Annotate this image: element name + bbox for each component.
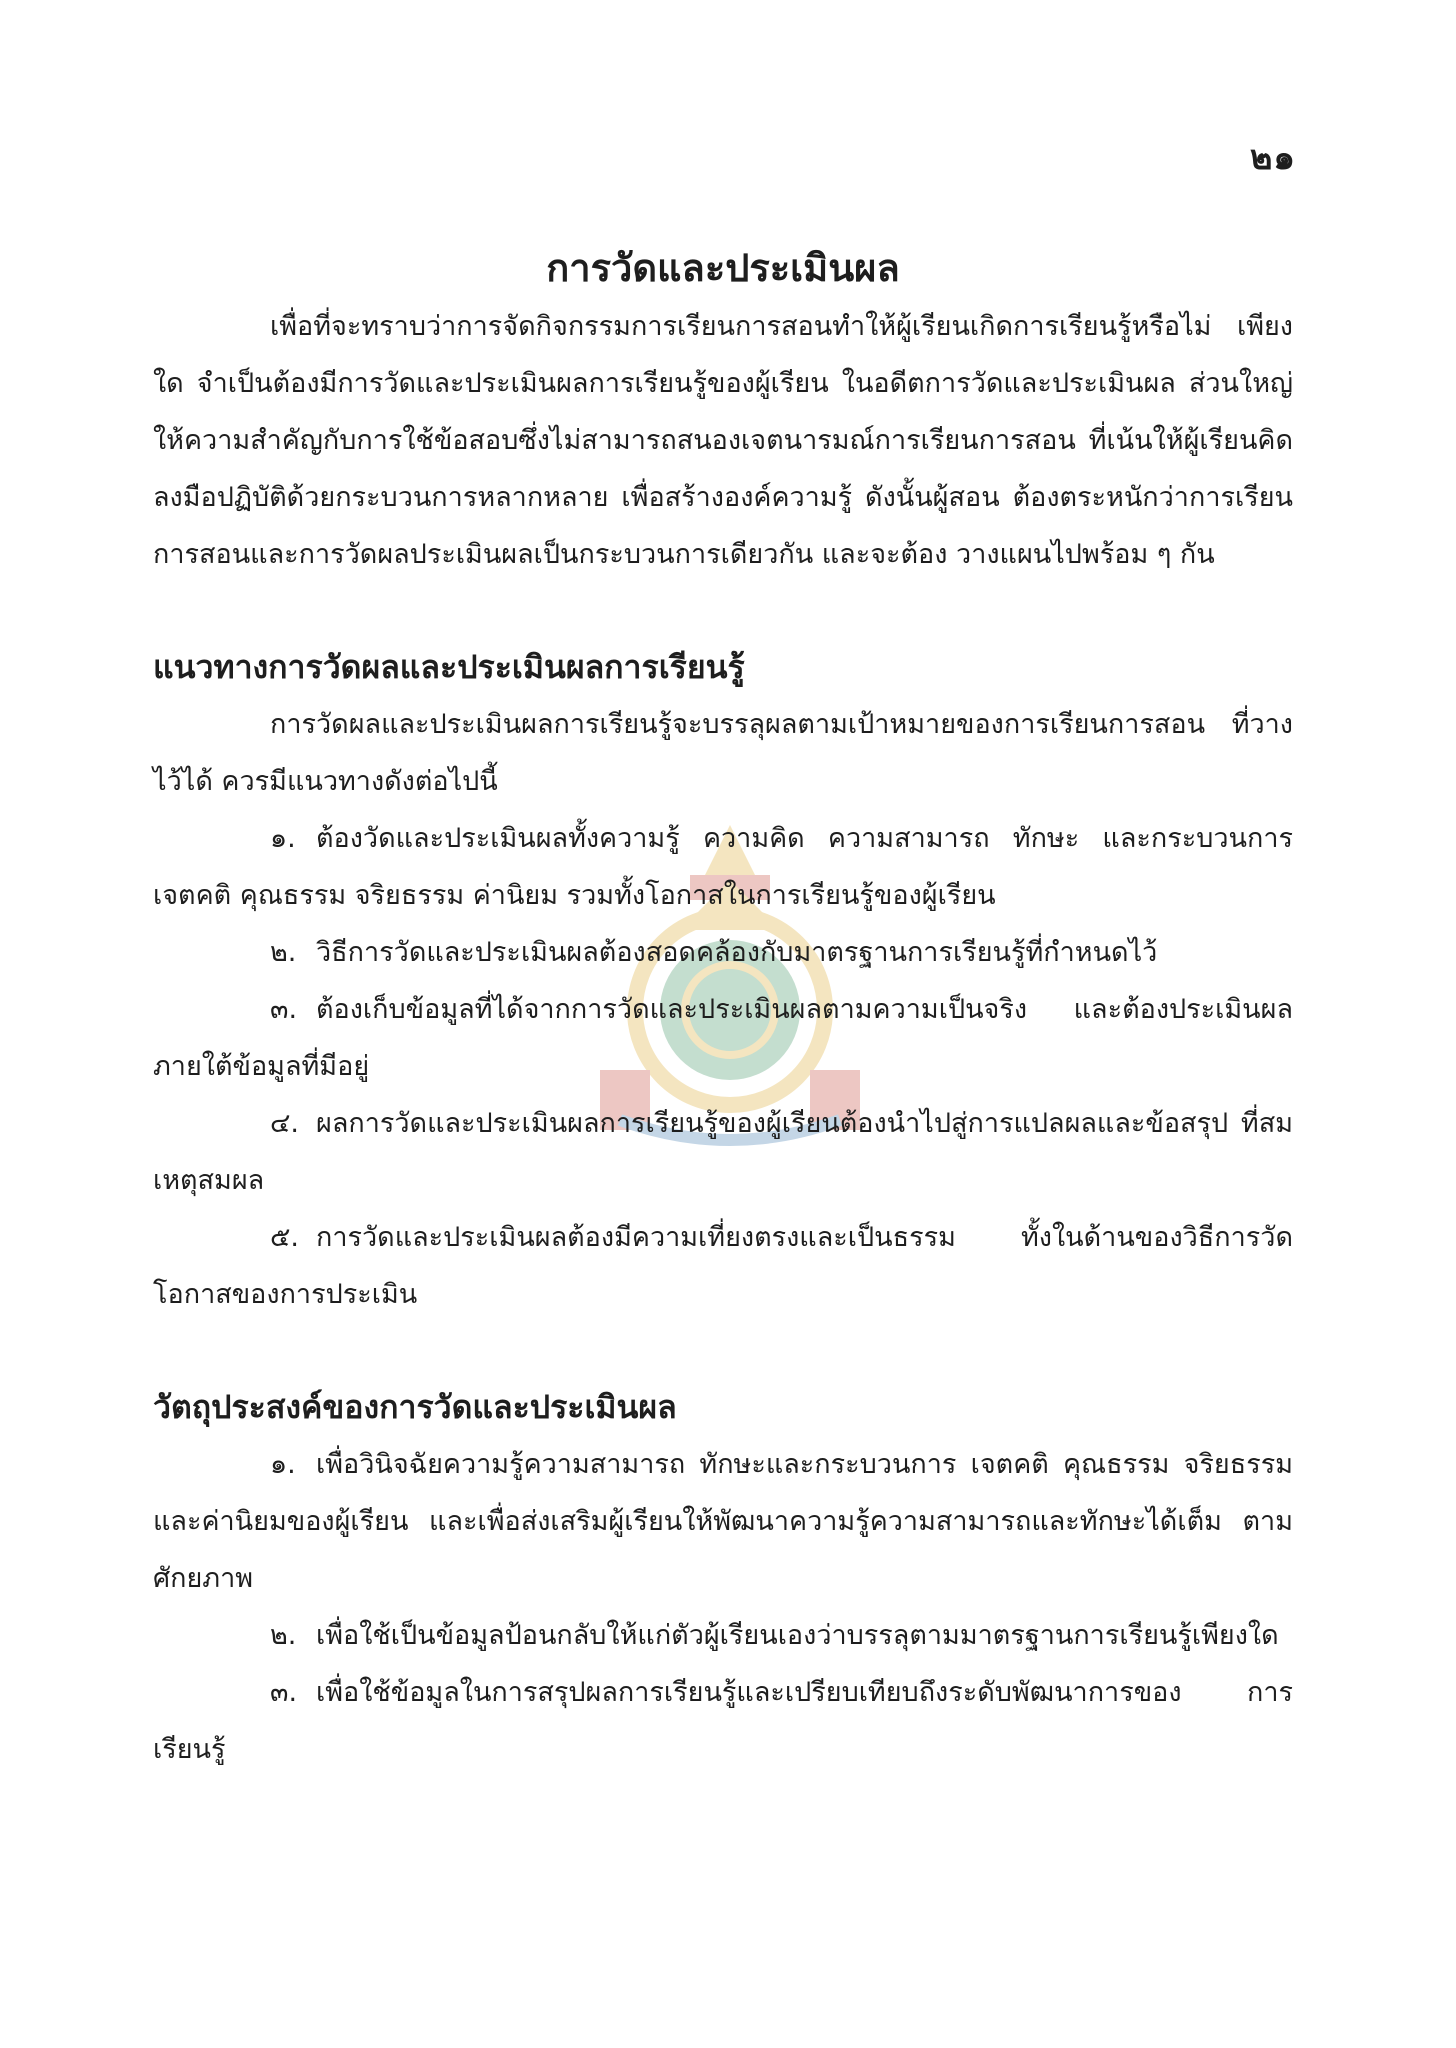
section-heading-guidelines: แนวทางการวัดผลและประเมินผลการเรียนรู้ (153, 648, 745, 686)
document-title: การวัดและประเมินผล (546, 246, 900, 290)
list-item (153, 810, 1293, 924)
spacer (153, 1323, 1293, 1379)
list-text: ต้องเก็บข้อมูลที่ได้จากการวัดและประเมินผลตามความเป็นจริง และต้องประเมินผล ภายใต้ข้อมูลที่มีอยู่ (153, 994, 1293, 1082)
list-text: ผลการวัดและประเมินผลการเรียนรู้ของผู้เรียนต้องนำไปสู่การแปลผลและข้อสรุป ที่สมเหตุสมผล (153, 1108, 1293, 1196)
document-body (153, 238, 1293, 1778)
list-text: วิธีการวัดและประเมินผลต้องสอดคล้องกับมาตรฐานการเรียนรู้ที่กำหนดไว้ (316, 937, 1158, 968)
page-number: ๒๑ (1250, 138, 1296, 178)
list-item (153, 1209, 1293, 1323)
list-text: เพื่อใช้ข้อมูลในการสรุปผลการเรียนรู้และเปรียบเทียบถึงระดับพัฒนาการของ การเรียนรู้ (153, 1677, 1293, 1765)
list-item (153, 1095, 1293, 1209)
section-heading-objectives: วัตถุประสงค์ของการวัดและประเมินผล (153, 1388, 677, 1426)
list-number: ๑. (270, 1449, 296, 1480)
list-item (153, 1436, 1293, 1607)
list-text: การวัดและประเมินผลต้องมีความเที่ยงตรงและเป็นธรรม ทั้งในด้านของวิธีการวัด โอกาสของการประเมิน (153, 1222, 1293, 1310)
list-number: ๑. (270, 823, 296, 854)
list-item (153, 981, 1293, 1095)
intro-paragraph: เพื่อที่จะทราบว่าการจัดกิจกรรมการเรียนการสอนทำให้ผู้เรียนเกิดการเรียนรู้หรือไม่ เพียงใด จำเป็นต้องมีการวัดและประเมินผลการเรียนรู้ของผู้เรียน ในอดีตการวัดและประเมินผล ส่วนใหญ่ให้ความสำคัญกับการใช้ข้อสอบซึ่งไม่สามารถสนองเจตนารมณ์การเรียนการสอน ที่เน้นให้ผู้เรียนคิด ลงมือปฏิบัติด้วยกระบวนการหลากหลาย เพื่อสร้างองค์ความรู้ ดังนั้นผู้สอน ต้องตระหนักว่าการเรียนการสอนและการวัดผลประเมินผลเป็นกระบวนการเดียวกัน และจะต้อง วางแผนไปพร้อม ๆ กัน (153, 311, 1293, 570)
guidelines-intro: การวัดผลและประเมินผลการเรียนรู้จะบรรลุผลตามเป้าหมายของการเรียนการสอน ที่วางไว้ได้ ควรมีแนวทางดังต่อไปนี้ (153, 709, 1293, 797)
list-item (153, 924, 1293, 981)
list-number: ๒. (270, 1620, 297, 1651)
list-number: ๓. (270, 1677, 298, 1708)
list-text: เพื่อใช้เป็นข้อมูลป้อนกลับให้แก่ตัวผู้เรียนเองว่าบรรลุตามมาตรฐานการเรียนรู้เพียงใด (316, 1620, 1279, 1651)
list-number: ๒. (270, 937, 297, 968)
list-item (153, 1664, 1293, 1778)
list-number: ๓. (270, 994, 298, 1025)
list-number: ๔. (270, 1108, 300, 1139)
list-number: ๕. (270, 1222, 300, 1253)
spacer (153, 583, 1293, 639)
list-text: ต้องวัดและประเมินผลทั้งความรู้ ความคิด ความสามารถ ทักษะ และกระบวนการ เจตคติ คุณธรรม จริยธรรม ค่านิยม รวมทั้งโอกาสในการเรียนรู้ของผู้เรียน (153, 823, 1293, 911)
list-item (153, 1607, 1293, 1664)
list-text: เพื่อวินิจฉัยความรู้ความสามารถ ทักษะและกระบวนการ เจตคติ คุณธรรม จริยธรรม และค่านิยมของผู้เรียน และเพื่อส่งเสริมผู้เรียนให้พัฒนาความรู้ความสามารถและทักษะได้เต็ม ตามศักยภาพ (153, 1449, 1293, 1594)
